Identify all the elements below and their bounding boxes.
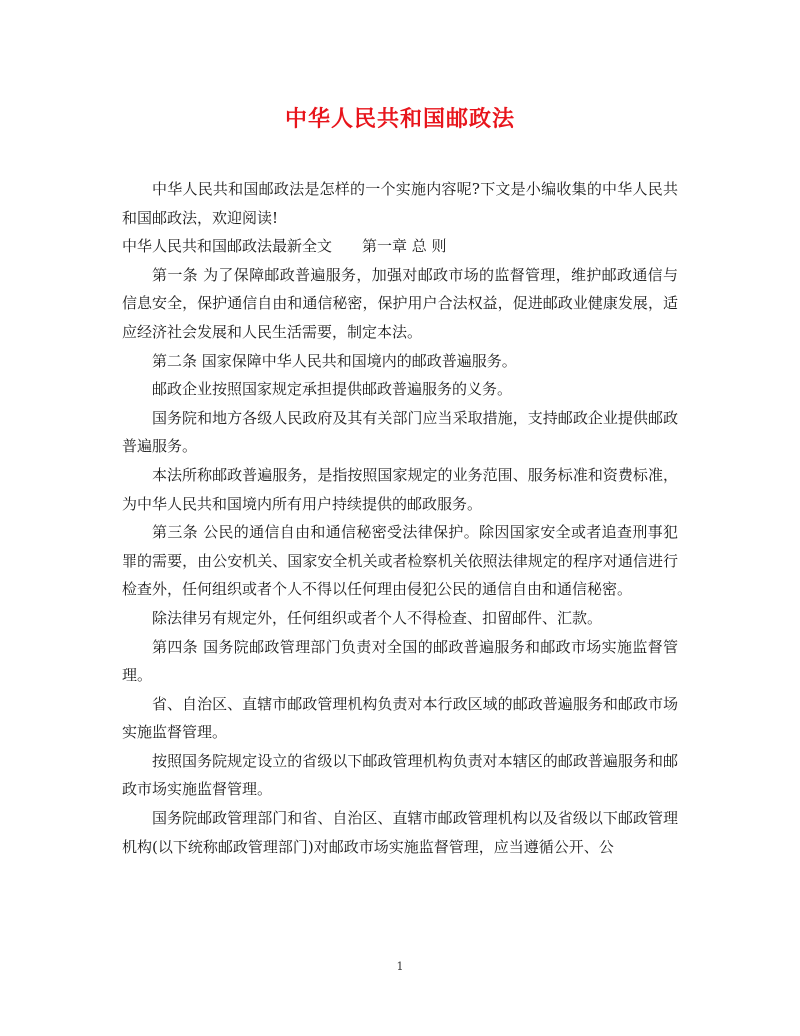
chapter-heading: 第一章 总 则 <box>362 237 447 256</box>
article-paragraph: 第一条 为了保障邮政普遍服务，加强对邮政市场的监督管理，维护邮政通信与信息安全，保护通信自由和通信秘密，保护用户合法权益，促进邮政业健康发展，适应经济社会发展和人民生活需要，制定本法。 <box>122 265 678 341</box>
article-paragraph: 邮政企业按照国家规定承担提供邮政普遍服务的义务。 <box>152 380 513 399</box>
article-paragraph: 国务院邮政管理部门和省、自治区、直辖市邮政管理机构以及省级以下邮政管理机构(以下统称邮政管理部门)对邮政市场实施监督管理，应当遵循公开、公 <box>122 809 678 856</box>
article-paragraph: 第三条 公民的通信自由和通信秘密受法律保护。除因国家安全或者追查刑事犯罪的需要，由公安机关、国家安全机关或者检察机关依照法律规定的程序对通信进行检查外，任何组织或者个人不得以任何理由侵犯公民的通信自由和通信秘密。 <box>122 523 678 599</box>
section-heading-line <box>122 232 678 261</box>
document-title: 中华人民共和国邮政法 <box>284 106 515 132</box>
page-number: 1 <box>396 960 404 973</box>
intro-paragraph: 中华人民共和国邮政法是怎样的一个实施内容呢?下文是小编收集的中华人民共和国邮政法，欢迎阅读! <box>122 180 678 227</box>
section-heading-left: 中华人民共和国邮政法最新全文 <box>122 237 333 256</box>
article-paragraph: 除法律另有规定外，任何组织或者个人不得检查、扣留邮件、汇款。 <box>152 608 603 627</box>
article-paragraph: 第四条 国务院邮政管理部门负责对全国的邮政普遍服务和邮政市场实施监督管理。 <box>122 637 678 685</box>
article-paragraph: 本法所称邮政普遍服务，是指按照国家规定的业务范围、服务标准和资费标准，为中华人民共和国境内所有用户持续提供的邮政服务。 <box>122 465 678 513</box>
article-paragraph: 省、自治区、直辖市邮政管理机构负责对本行政区域的邮政普遍服务和邮政市场实施监督管理。 <box>122 694 678 742</box>
article-paragraph: 按照国务院规定设立的省级以下邮政管理机构负责对本辖区的邮政普遍服务和邮政市场实施监督管理。 <box>122 751 678 799</box>
article-paragraph: 第二条 国家保障中华人民共和国境内的邮政普遍服务。 <box>152 351 517 370</box>
article-paragraph: 国务院和地方各级人民政府及其有关部门应当采取措施，支持邮政企业提供邮政普遍服务。 <box>122 408 678 456</box>
document-body <box>122 175 678 861</box>
